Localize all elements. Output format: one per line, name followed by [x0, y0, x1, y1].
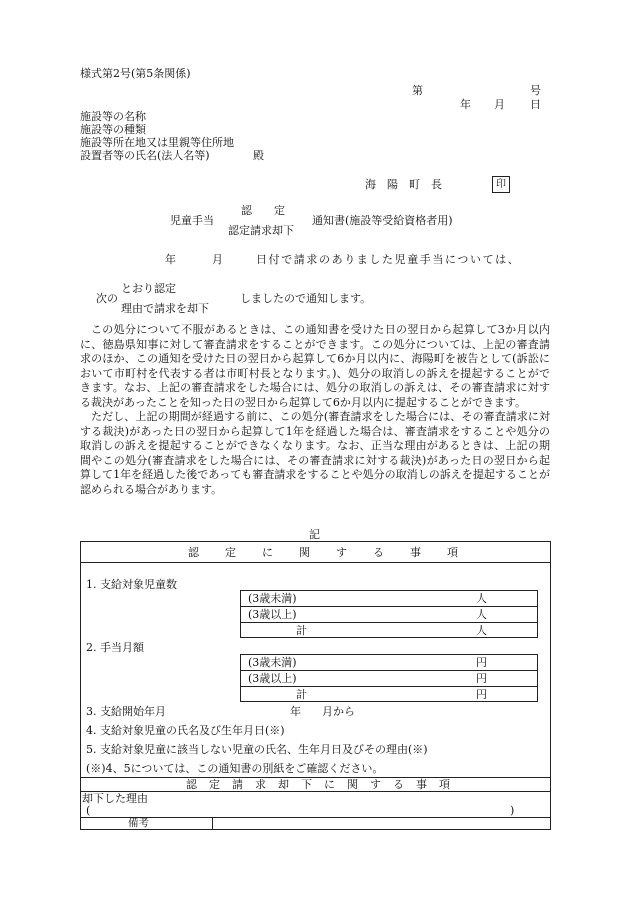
item4-label: 4. 支給対象児童の氏名及び生年月日(※): [86, 724, 285, 737]
date-month: 月: [494, 98, 505, 111]
intro-month: 月: [212, 253, 223, 266]
item3-label: 3. 支給開始年月: [86, 705, 166, 718]
intro-option-reject: 理由で請求を却下: [121, 302, 209, 315]
amount-under3-label: (3歳未満): [248, 656, 297, 669]
item3-year: 年: [290, 705, 301, 718]
ki-mark: 記: [309, 528, 320, 541]
body-paragraph-1: この処分について不服があるときは、この通知書を受けた日の翌日から起算して3か月以内に、徳島県知事に対して審査請求をすることができます。この処分については、上記の審査請求のほか、この通知を受けた日の翌日から起算して6か月以内に、海陽町を被告として(訴訟において市町村を代表する者は市町村長となります。)、処分の取消しの訴えを提起することができます。なお、上記の審査請求をした場合には、処分の取消しの訴えは、その審査請求に対する裁決があったことを知った日の翌日から起算して6か月以内に提起することができます。: [80, 323, 550, 409]
addressee-owner: 設置者等の氏名(法人名等): [80, 149, 210, 162]
doc-number-suffix: 号: [530, 84, 541, 97]
issuer-title: 海 陽 町 長: [365, 178, 442, 191]
heading-approve: 認 定: [241, 204, 285, 217]
item2-label: 2. 手当月額: [86, 641, 144, 654]
heading-reject: 認定請求却下: [228, 224, 294, 237]
doc-number-prefix: 第: [412, 84, 423, 97]
child-count-total-label: 計: [296, 624, 307, 637]
section1-title: 認定に関する事項: [188, 546, 484, 559]
amount-under3-unit: 円: [476, 656, 487, 669]
amount-total-label: 計: [296, 688, 307, 701]
child-count-total-unit: 人: [476, 624, 487, 637]
intro-year: 年: [165, 253, 176, 266]
heading-left: 児童手当: [170, 214, 214, 227]
remarks-label: 備考: [128, 817, 149, 829]
reason-paren-close: ): [510, 804, 515, 817]
item1-label: 1. 支給対象児童数: [86, 578, 177, 591]
intro-option-approve: とおり認定: [121, 282, 176, 295]
body-paragraph-2: ただし、上記の期間が経過する前に、この処分(審査請求をした場合には、その審査請求に対する裁決)があった日の翌日から起算して1年を経過した場合は、審査請求をすることや処分の取消しの訴えを提起することができなくなります。なお、正当な理由があるときは、上記の期間やこの処分(審査請求をした場合には、その審査請求に対する裁決)があった日の翌日から起算して1年を経過した後であっても審査請求をすることや処分の取消しの訴えを提起することが認められる場合があります。: [80, 410, 550, 496]
intro-tail: しましたので通知します。: [240, 292, 372, 305]
amount-over3-label: (3歳以上): [248, 672, 297, 685]
addressee-name: 施設等の名称: [80, 110, 146, 123]
note-text: (※)4、5については、この通知書の別紙をご確認ください。: [86, 762, 384, 775]
form-number: 様式第2号(第5条関係): [80, 67, 191, 80]
heading-right: 通知書(施設等受給資格者用): [312, 214, 453, 227]
body-text: [80, 323, 550, 497]
amount-over3-unit: 円: [476, 672, 487, 685]
date-year: 年: [460, 98, 471, 111]
date-day: 日: [530, 98, 541, 111]
item5-label: 5. 支給対象児童に該当しない児童の氏名、生年月日及びその理由(※): [86, 743, 428, 756]
item3-from: 月から: [322, 705, 355, 718]
addressee-type: 施設等の種類: [80, 123, 146, 136]
seal-mark: 印: [492, 176, 510, 193]
amount-total-unit: 円: [476, 688, 487, 701]
child-count-over3-label: (3歳以上): [248, 608, 297, 621]
intro-text: 日付で請求のありました児童手当については、: [256, 253, 521, 266]
section2-title: 認定請求却下に関する事項: [186, 778, 462, 791]
addressee-honorific: 殿: [253, 149, 264, 162]
addressee-address: 施設等所在地又は里親等住所地: [80, 136, 234, 149]
child-count-over3-unit: 人: [476, 608, 487, 621]
reason-paren-open: (: [86, 804, 91, 817]
child-count-under3-label: (3歳未満): [248, 592, 297, 605]
reject-reason-label: 却下した理由: [82, 792, 148, 805]
child-count-under3-unit: 人: [476, 592, 487, 605]
intro-next: 次の: [96, 292, 118, 305]
